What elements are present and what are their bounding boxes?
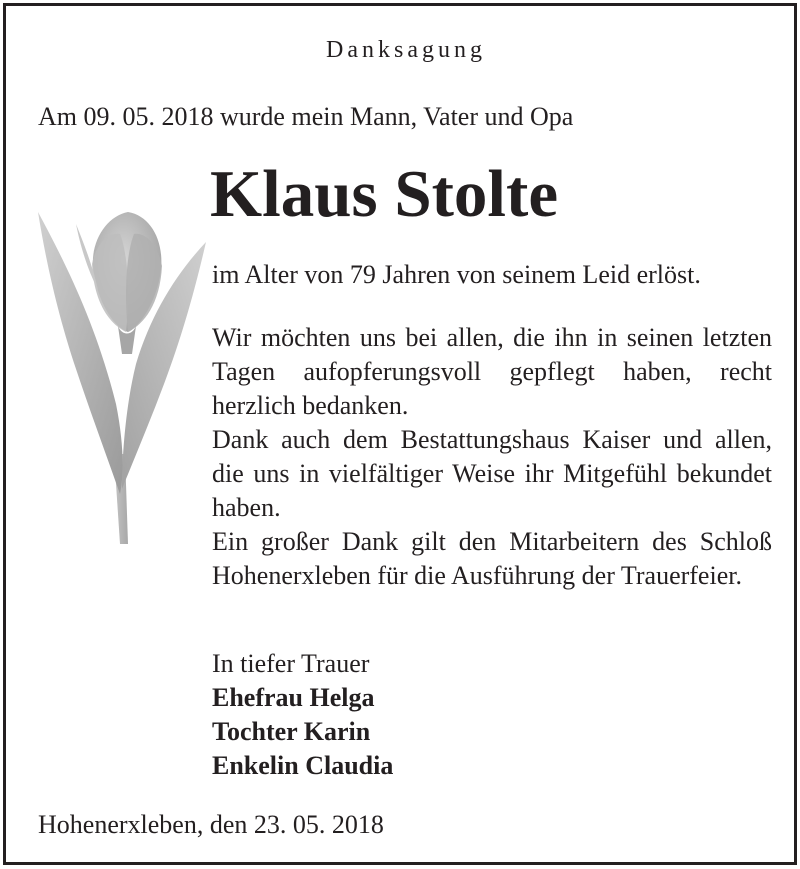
mourner-name: Ehefrau Helga	[212, 683, 375, 712]
age-line: im Alter von 79 Jahren von seinem Leid erlöst.	[212, 260, 701, 289]
tulip-illustration	[36, 204, 216, 549]
deceased-name: Klaus Stolte	[210, 157, 559, 231]
intro-line: Am 09. 05. 2018 wurde mein Mann, Vater und Opa	[38, 102, 574, 131]
thanks-text	[212, 321, 772, 593]
signoff-block	[212, 647, 393, 783]
thanks-paragraph-2: Dank auch dem Bestattungshaus Kaiser und allen, die uns in vielfältiger Weise ihr Mitgefühl bekundet haben.	[212, 425, 772, 522]
mourner-name: Tochter Karin	[212, 717, 371, 746]
place-date: Hohenerxleben, den 23. 05. 2018	[38, 810, 384, 839]
obituary-notice	[3, 3, 797, 865]
thanks-paragraph-3: Ein großer Dank gilt den Mitarbeitern des Schloß Hohenerxleben für die Ausführung der Trauerfeier.	[212, 527, 772, 590]
mourner-name: Enkelin Claudia	[212, 751, 394, 780]
notice-heading: Danksagung	[326, 37, 486, 63]
mourning-phrase: In tiefer Trauer	[212, 649, 370, 678]
thanks-paragraph-1: Wir möchten uns bei allen, die ihn in seinen letzten Tagen aufopferungsvoll gepflegt haben, recht herzlich bedanken.	[212, 323, 772, 420]
